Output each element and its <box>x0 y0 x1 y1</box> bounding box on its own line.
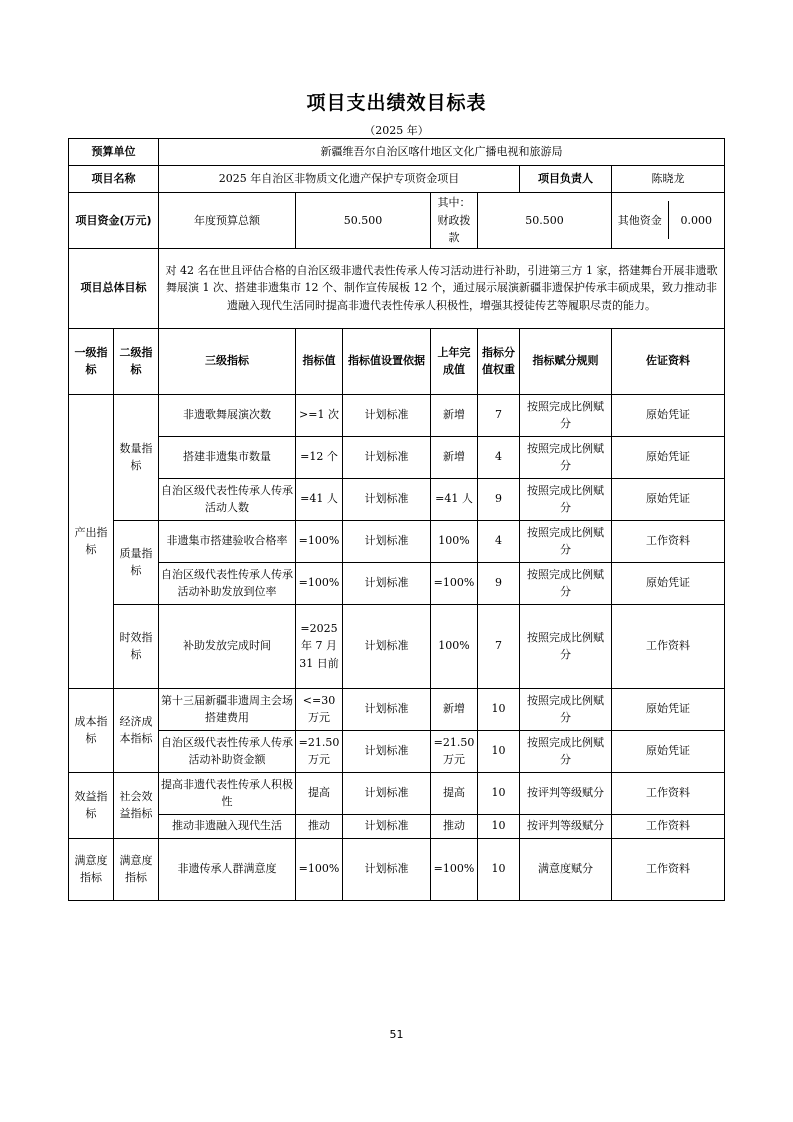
indicator-basis: 计划标准 <box>343 730 431 772</box>
group-quantity: 数量指标 <box>114 394 159 520</box>
annual-budget-value: 50.500 <box>296 193 431 249</box>
indicator-evidence: 原始凭证 <box>612 436 725 478</box>
overall-goal-text: 对 42 名在世且评估合格的自治区级非遗代表性传承人传习活动进行补助，引进第三方 1 家，搭建舞台开展非遗歌舞展演 1 次、搭建非遗集市 12 个、制作宣传展板 12 个，通过展示展演新疆非遗保护传承丰硕成果，致力推动非遗融入现代生活同时提高非遗代表性传承人积极性，增强其授徒传艺等履职尽责的能力。 <box>159 248 725 328</box>
indicator-name: 自治区级代表性传承人传承活动补助资金额 <box>159 730 296 772</box>
indicator-last: 新增 <box>431 436 478 478</box>
header-level1: 一级指标 <box>69 328 114 394</box>
group-cost: 成本指标 <box>69 688 114 772</box>
header-evidence: 佐证资料 <box>612 328 725 394</box>
project-name-value: 2025 年自治区非物质文化遗产保护专项资金项目 <box>159 166 520 193</box>
indicator-rule: 按照完成比例赋分 <box>520 478 612 520</box>
indicator-last: 新增 <box>431 394 478 436</box>
indicator-evidence: 工作资料 <box>612 838 725 900</box>
indicator-evidence: 工作资料 <box>612 814 725 838</box>
group-output: 产出指标 <box>69 394 114 688</box>
indicator-rule: 按评判等级赋分 <box>520 814 612 838</box>
indicator-value: =100% <box>296 520 343 562</box>
group-satisfaction-sub: 满意度指标 <box>114 838 159 900</box>
indicator-value: =41 人 <box>296 478 343 520</box>
indicator-rule: 按照完成比例赋分 <box>520 562 612 604</box>
indicator-evidence: 原始凭证 <box>612 688 725 730</box>
annual-budget-label: 年度预算总额 <box>159 193 296 249</box>
project-funds-label: 项目资金(万元) <box>69 193 159 249</box>
fiscal-label: 其中：财政拨款 <box>431 193 478 249</box>
indicator-value: =100% <box>296 838 343 900</box>
indicator-last: =41 人 <box>431 478 478 520</box>
indicator-value: =100% <box>296 562 343 604</box>
table-row <box>69 688 725 730</box>
indicator-basis: 计划标准 <box>343 604 431 688</box>
indicator-evidence: 工作资料 <box>612 520 725 562</box>
other-funds-value: 0.000 <box>680 213 713 227</box>
overall-goal-row <box>69 248 725 328</box>
project-funds-row <box>69 193 725 249</box>
indicator-evidence: 原始凭证 <box>612 562 725 604</box>
indicator-name: 自治区级代表性传承人传承活动人数 <box>159 478 296 520</box>
indicator-rule: 按照完成比例赋分 <box>520 520 612 562</box>
indicator-value: <=30 万元 <box>296 688 343 730</box>
indicator-last: 100% <box>431 520 478 562</box>
indicator-value: 提高 <box>296 772 343 814</box>
project-leader-label: 项目负责人 <box>520 166 612 193</box>
indicator-evidence: 原始凭证 <box>612 478 725 520</box>
indicator-basis: 计划标准 <box>343 394 431 436</box>
indicator-name: 补助发放完成时间 <box>159 604 296 688</box>
indicator-weight: 7 <box>478 394 520 436</box>
indicator-basis: 计划标准 <box>343 562 431 604</box>
indicator-rule: 按照完成比例赋分 <box>520 730 612 772</box>
page-number: 51 <box>389 1028 404 1041</box>
group-timeliness: 时效指标 <box>114 604 159 688</box>
indicator-last: 提高 <box>431 772 478 814</box>
indicator-basis: 计划标准 <box>343 814 431 838</box>
budget-unit-row <box>69 139 725 166</box>
indicator-value: =21.50 万元 <box>296 730 343 772</box>
indicator-rule: 按评判等级赋分 <box>520 772 612 814</box>
indicator-name: 推动非遗融入现代生活 <box>159 814 296 838</box>
indicator-weight: 10 <box>478 814 520 838</box>
indicator-basis: 计划标准 <box>343 478 431 520</box>
indicator-name: 搭建非遗集市数量 <box>159 436 296 478</box>
indicator-evidence: 原始凭证 <box>612 394 725 436</box>
group-quality: 质量指标 <box>114 520 159 604</box>
indicator-basis: 计划标准 <box>343 772 431 814</box>
group-social-benefit: 社会效益指标 <box>114 772 159 838</box>
project-leader-value: 陈晓龙 <box>612 166 725 193</box>
indicator-evidence: 原始凭证 <box>612 730 725 772</box>
indicator-name: 第十三届新疆非遗周主会场搭建费用 <box>159 688 296 730</box>
indicator-value: =2025 年 7 月 31 日前 <box>296 604 343 688</box>
indicator-last: 新增 <box>431 688 478 730</box>
indicator-weight: 9 <box>478 478 520 520</box>
table-row <box>69 478 725 520</box>
indicator-evidence: 工作资料 <box>612 772 725 814</box>
indicator-last: =21.50 万元 <box>431 730 478 772</box>
fiscal-value: 50.500 <box>478 193 612 249</box>
group-satisfaction: 满意度指标 <box>69 838 114 900</box>
table-row <box>69 604 725 688</box>
project-name-label: 项目名称 <box>69 166 159 193</box>
indicator-rule: 按照完成比例赋分 <box>520 688 612 730</box>
table-row <box>69 394 725 436</box>
table-row <box>69 436 725 478</box>
performance-table <box>68 138 725 901</box>
header-level2: 二级指标 <box>114 328 159 394</box>
indicator-weight: 10 <box>478 772 520 814</box>
indicator-basis: 计划标准 <box>343 838 431 900</box>
indicator-basis: 计划标准 <box>343 688 431 730</box>
overall-goal-label: 项目总体目标 <box>69 248 159 328</box>
header-basis: 指标值设置依据 <box>343 328 431 394</box>
table-row <box>69 814 725 838</box>
indicator-name: 非遗歌舞展演次数 <box>159 394 296 436</box>
indicator-value: >=1 次 <box>296 394 343 436</box>
indicator-weight: 4 <box>478 520 520 562</box>
other-funds-wrap <box>612 193 725 249</box>
indicator-weight: 7 <box>478 604 520 688</box>
page-title: 项目支出绩效目标表 <box>306 92 487 114</box>
indicator-evidence: 工作资料 <box>612 604 725 688</box>
indicator-last: 100% <box>431 604 478 688</box>
indicator-basis: 计划标准 <box>343 436 431 478</box>
header-rule: 指标赋分规则 <box>520 328 612 394</box>
header-last-year: 上年完成值 <box>431 328 478 394</box>
header-level3: 三级指标 <box>159 328 296 394</box>
indicator-last: =100% <box>431 562 478 604</box>
indicator-last: =100% <box>431 838 478 900</box>
indicator-rule: 按照完成比例赋分 <box>520 436 612 478</box>
indicator-basis: 计划标准 <box>343 520 431 562</box>
budget-unit-label: 预算单位 <box>69 139 159 166</box>
indicator-weight: 9 <box>478 562 520 604</box>
indicator-name: 非遗集市搭建验收合格率 <box>159 520 296 562</box>
budget-unit-value: 新疆维吾尔自治区喀什地区文化广播电视和旅游局 <box>159 139 725 166</box>
table-row <box>69 520 725 562</box>
indicator-name: 提高非遗代表性传承人积极性 <box>159 772 296 814</box>
group-economic-cost: 经济成本指标 <box>114 688 159 772</box>
header-value: 指标值 <box>296 328 343 394</box>
table-row <box>69 562 725 604</box>
table-row <box>69 772 725 814</box>
indicator-weight: 10 <box>478 730 520 772</box>
indicator-rule: 满意度赋分 <box>520 838 612 900</box>
project-name-row <box>69 166 725 193</box>
indicator-rule: 按照完成比例赋分 <box>520 604 612 688</box>
header-weight: 指标分值权重 <box>478 328 520 394</box>
table-row <box>69 838 725 900</box>
indicator-weight: 10 <box>478 838 520 900</box>
year-label: （2025 年） <box>364 124 429 137</box>
indicator-rule: 按照完成比例赋分 <box>520 394 612 436</box>
indicator-weight: 4 <box>478 436 520 478</box>
other-funds-label: 其他资金 <box>612 201 669 239</box>
indicator-weight: 10 <box>478 688 520 730</box>
group-benefit: 效益指标 <box>69 772 114 838</box>
indicator-name: 非遗传承人群满意度 <box>159 838 296 900</box>
indicator-value: =12 个 <box>296 436 343 478</box>
indicator-name: 自治区级代表性传承人传承活动补助发放到位率 <box>159 562 296 604</box>
table-row <box>69 730 725 772</box>
indicator-last: 推动 <box>431 814 478 838</box>
indicator-value: 推动 <box>296 814 343 838</box>
indicator-header-row <box>69 328 725 394</box>
